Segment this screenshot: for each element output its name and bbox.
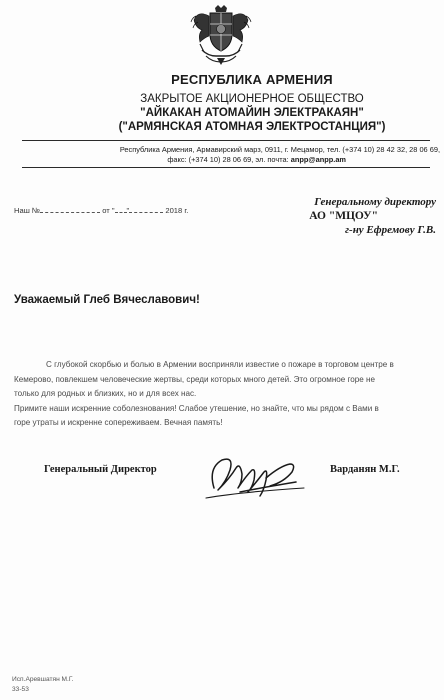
letterhead-name-armenian: "АЙКАКАН АТОМАЙИН ЭЛЕКТРАКАЯН" [140,107,364,119]
body-paragraph-1-line-2: Кемерово, повлекшем человеческие жертвы, среди которых много детей. Это огромное горе не [14,374,376,384]
reference-number-blank [40,204,100,213]
letterhead-republic: РЕСПУБЛИКА АРМЕНИЯ [171,72,333,87]
letterhead-address-line2 [60,155,346,164]
addressee-position: Генеральному директору [314,196,436,208]
reference-from-label: от " [102,206,115,215]
addressee-name: г-ну Ефремову Г.В. [344,224,436,236]
salutation: Уважаемый Глеб Вячеславович! [14,294,200,306]
footer-executor: Исп.Аревшатян М.Г. [12,676,74,683]
letterhead-divider [22,140,430,141]
letterhead-fax: факс: (+374 10) 28 06 69, эл. почта: [167,155,289,164]
letterhead-company-type: ЗАКРЫТОЕ АКЦИОНЕРНОЕ ОБЩЕСТВО [140,93,364,105]
body-paragraph-2-line-1: Примите наши искренние соболезнования! Слабое утешение, но знайте, что мы рядом с Вами в [14,403,379,413]
handwritten-signature-icon [200,448,310,504]
reference-line [14,204,188,215]
signatory-title: Генеральный Директор [44,464,157,475]
armenian-coat-of-arms-icon [188,4,254,66]
reference-number-label: Наш № [14,206,41,215]
letterhead-address-line1: Республика Армения, Армавирский марз, 0911, г. Мецамор, тел. (+374 10) 28 42 32, 28 06 69, [119,145,440,154]
body-paragraph-1-line-3: только для родных и близких, но и для всех нас. [14,389,197,398]
letterhead-email: anpp@anpp.am [290,155,346,164]
reference-year: 2018 г. [165,206,189,215]
body-paragraph-1-line-1: С глубокой скорбью и болью в Армении восприняли известие о пожаре в торговом центре в [46,360,394,369]
letter-body [14,358,436,431]
letterhead-name-russian: ("АРМЯНСКАЯ АТОМНАЯ ЭЛЕКТРОСТАНЦИЯ") [118,121,386,133]
reference-day-blank [115,204,127,213]
reference-quote-close: " [126,206,130,215]
footer-phone: 33-53 [12,686,29,693]
body-paragraph-2-line-2: горе утраты и искренне сопереживаем. Вечная память! [14,418,223,427]
addressee-organization: АО "МЦОУ" [309,210,378,222]
signatory-name: Варданян М.Г. [330,464,400,475]
letterhead-divider-bottom [22,167,430,168]
reference-month-blank [126,204,163,215]
